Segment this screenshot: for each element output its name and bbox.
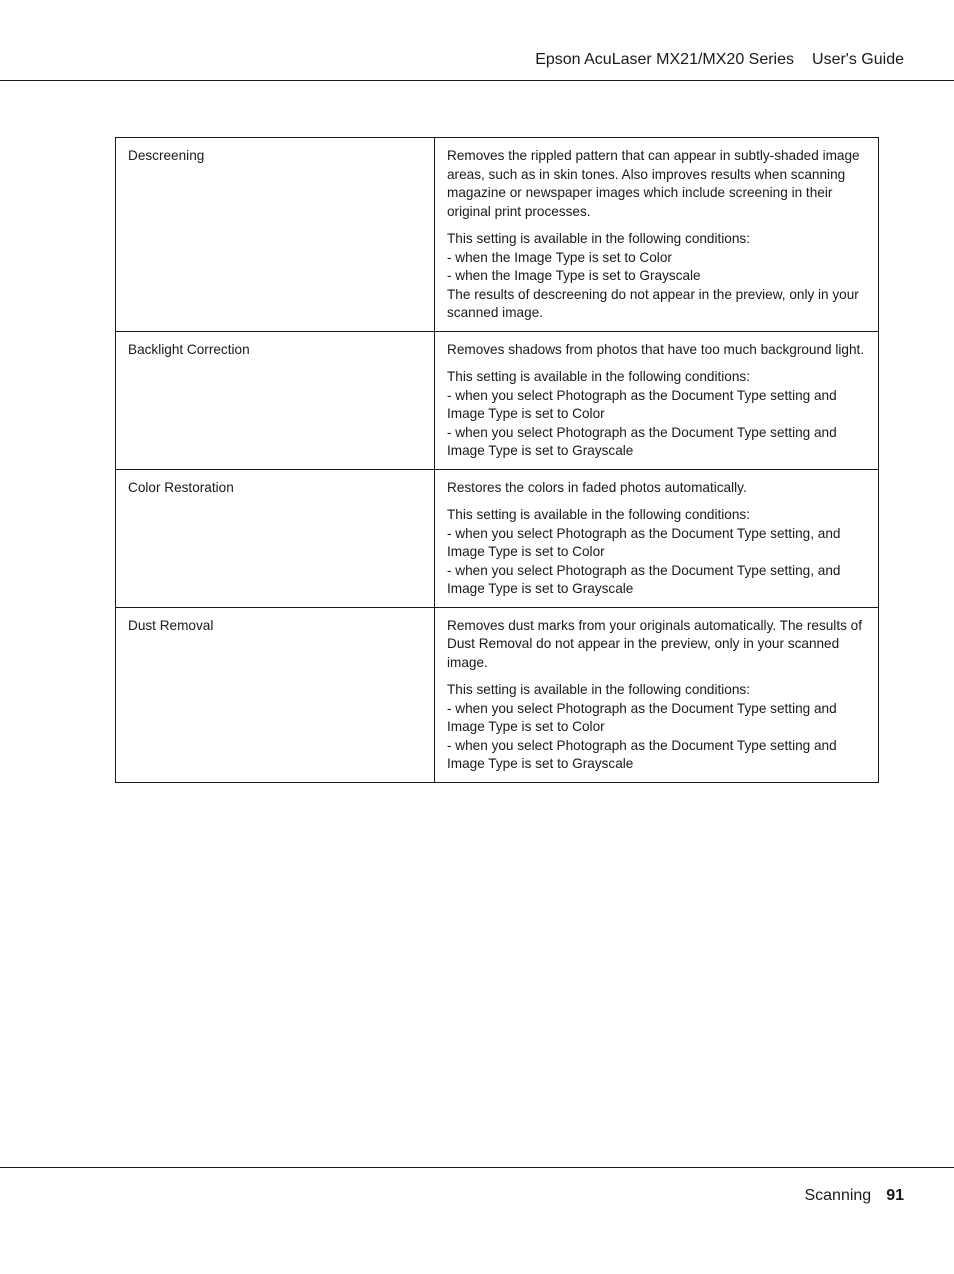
setting-name-cell xyxy=(116,138,435,332)
setting-description-cell xyxy=(435,138,879,332)
setting-note: The results of descreening do not appear in the preview, only in your scanned image. xyxy=(447,286,859,320)
footer-divider xyxy=(0,1167,954,1168)
header-product-title: Epson AcuLaser MX21/MX20 Series xyxy=(535,51,795,68)
setting-description: Removes the rippled pattern that can appear in subtly-shaded image areas, such as in skin tones. Also improves results when scanning magazine or newspaper images which include screening in their original print processes. xyxy=(447,148,860,219)
condition-item: - when the Image Type is set to Color xyxy=(447,249,672,265)
setting-conditions xyxy=(447,681,870,774)
setting-name: Backlight Correction xyxy=(128,341,250,357)
condition-item: - when you select Photograph as the Document Type setting and Image Type is set to Color xyxy=(447,387,837,421)
setting-conditions xyxy=(447,230,870,323)
setting-description-cell xyxy=(435,469,879,607)
setting-name: Dust Removal xyxy=(128,617,214,633)
condition-item: - when the Image Type is set to Grayscale xyxy=(447,268,701,283)
setting-name: Color Restoration xyxy=(128,479,234,495)
conditions-intro: This setting is available in the following conditions: xyxy=(447,231,751,246)
condition-item: - when you select Photograph as the Document Type setting and Image Type is set to Grayscale xyxy=(447,424,837,458)
page-footer xyxy=(804,1187,904,1205)
setting-description: Removes shadows from photos that have too much background light. xyxy=(447,341,865,357)
setting-description-cell xyxy=(435,607,879,782)
table-row xyxy=(116,469,879,607)
setting-name-cell xyxy=(116,331,435,469)
conditions-intro: This setting is available in the following conditions: xyxy=(447,682,751,697)
condition-item: - when you select Photograph as the Document Type setting and Image Type is set to Color xyxy=(447,700,837,734)
header-guide-title: User's Guide xyxy=(812,51,904,68)
settings-table xyxy=(115,137,879,783)
setting-conditions xyxy=(447,368,870,461)
footer-section-name: Scanning xyxy=(804,1187,872,1204)
setting-name-cell xyxy=(116,607,435,782)
page-header xyxy=(535,51,904,69)
table-row xyxy=(116,138,879,332)
header-divider xyxy=(0,80,954,81)
setting-description-cell xyxy=(435,331,879,469)
condition-item: - when you select Photograph as the Document Type setting, and Image Type is set to Grayscale xyxy=(447,562,841,596)
table-row xyxy=(116,607,879,782)
setting-name: Descreening xyxy=(128,148,205,163)
setting-name-cell xyxy=(116,469,435,607)
conditions-intro: This setting is available in the following conditions: xyxy=(447,507,751,522)
conditions-intro: This setting is available in the following conditions: xyxy=(447,369,751,384)
table-row xyxy=(116,331,879,469)
setting-description: Restores the colors in faded photos automatically. xyxy=(447,479,747,495)
condition-item: - when you select Photograph as the Document Type setting, and Image Type is set to Color xyxy=(447,525,841,559)
setting-description: Removes dust marks from your originals automatically. The results of Dust Removal do not appear in the preview, only in your scanned image. xyxy=(447,617,863,670)
page-number: 91 xyxy=(886,1187,904,1204)
condition-item: - when you select Photograph as the Document Type setting and Image Type is set to Grayscale xyxy=(447,737,837,771)
setting-conditions xyxy=(447,506,870,599)
